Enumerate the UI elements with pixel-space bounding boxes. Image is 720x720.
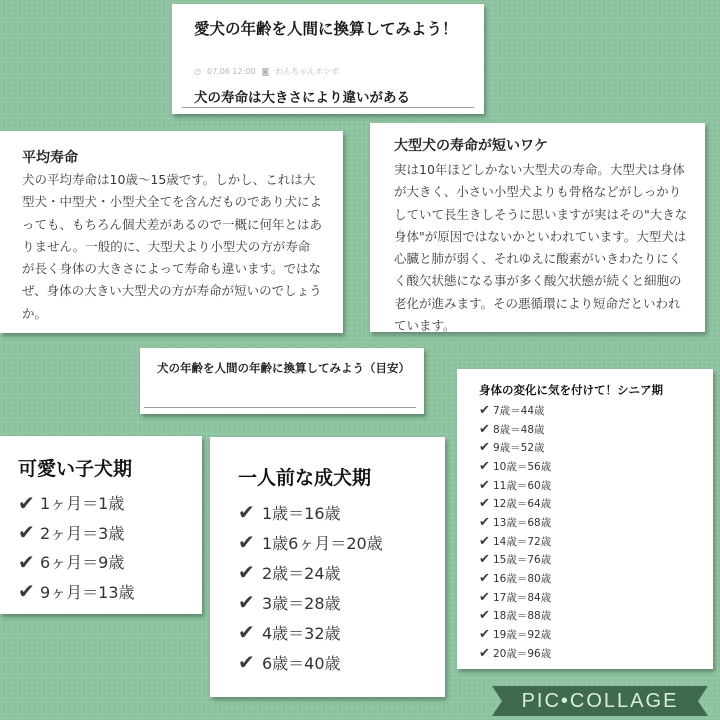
age-pair: 10歳＝56歳 <box>493 460 552 473</box>
age-pair: 11歳＝60歳 <box>493 479 552 492</box>
pic-collage-watermark <box>492 686 708 716</box>
age-pair: 1ヶ月＝1歳 <box>40 494 125 514</box>
age-pair: 6ヶ月＝9歳 <box>40 553 125 573</box>
large-dog-heading: 大型犬の寿命が短いワケ <box>394 138 548 154</box>
check-icon: ✔ <box>479 627 490 643</box>
list-item <box>479 551 551 570</box>
list-item <box>238 587 383 617</box>
camera-icon: ◙ <box>261 67 270 76</box>
divider <box>144 407 416 408</box>
check-icon: ✔ <box>18 549 35 574</box>
list-item <box>479 513 551 532</box>
list-item <box>479 401 551 420</box>
age-pair: 20歳＝96歳 <box>493 647 552 660</box>
check-icon: ✔ <box>238 500 255 524</box>
large-dog-lifespan-card <box>370 123 705 332</box>
list-item <box>18 488 135 518</box>
average-lifespan-heading: 平均寿命 <box>22 150 78 166</box>
adult-stage-title: 一人前な成犬期 <box>238 467 372 489</box>
age-pair: 3歳＝28歳 <box>262 593 341 613</box>
check-icon: ✔ <box>18 490 35 515</box>
age-pair: 1歳＝16歳 <box>262 503 341 523</box>
list-item <box>238 647 383 677</box>
check-icon: ✔ <box>479 571 490 587</box>
check-icon: ✔ <box>479 421 490 437</box>
adult-age-list <box>238 497 383 677</box>
list-item <box>18 518 135 548</box>
check-icon: ✔ <box>479 552 490 568</box>
check-icon: ✔ <box>18 520 35 545</box>
list-item <box>18 547 135 577</box>
average-lifespan-body: 犬の平均寿命は10歳〜15歳です。しかし、これは大型犬・中型犬・小型犬全てを含んだものであり犬によっても、もちろん個犬差があるので一概に何年とはありません。一般的に、大型犬より小型犬の方が寿命が長く身体の大きさによって寿命も違います。ではなぜ、身体の大きい大型犬の方が寿命が短いのでしょうか。 <box>22 172 323 321</box>
adult-stage-card <box>210 437 445 697</box>
list-item <box>479 569 551 588</box>
list-item <box>18 577 135 607</box>
list-item <box>479 438 551 457</box>
check-icon: ✔ <box>238 530 255 554</box>
age-pair: 6歳＝40歳 <box>262 653 341 673</box>
check-icon: ✔ <box>238 650 255 674</box>
check-icon: ✔ <box>479 458 490 474</box>
list-item <box>238 527 383 557</box>
list-item <box>238 557 383 587</box>
watermark-text: PIC•COLLAGE <box>521 690 679 712</box>
senior-stage-card <box>457 369 713 669</box>
age-pair: 16歳＝80歳 <box>493 573 552 586</box>
age-pair: 1歳6ヶ月＝20歳 <box>262 533 383 553</box>
clock-icon: ◷ <box>194 67 201 76</box>
check-icon: ✔ <box>238 560 255 584</box>
list-item <box>479 607 551 626</box>
list-item <box>479 588 551 607</box>
divider <box>182 107 474 108</box>
age-pair: 2ヶ月＝3歳 <box>40 523 125 543</box>
check-icon: ✔ <box>18 579 35 604</box>
list-item <box>479 625 551 644</box>
list-item <box>238 617 383 647</box>
check-icon: ✔ <box>479 589 490 605</box>
check-icon: ✔ <box>479 440 490 456</box>
age-pair: 9歳＝52歳 <box>493 442 545 455</box>
age-conversion-heading: 犬の年齢を人間の年齢に換算してみよう（目安） <box>157 361 410 375</box>
puppy-stage-title: 可愛い子犬期 <box>18 458 133 480</box>
age-pair: 19歳＝92歳 <box>493 629 552 642</box>
check-icon: ✔ <box>479 608 490 624</box>
list-item <box>238 497 383 527</box>
check-icon: ✔ <box>479 533 490 549</box>
article-subtitle: 犬の寿命は大きさにより違いがある <box>194 90 410 106</box>
list-item <box>479 476 551 495</box>
senior-age-list <box>479 401 551 663</box>
check-icon: ✔ <box>238 620 255 644</box>
list-item <box>479 457 551 476</box>
article-title: 愛犬の年齢を人間に換算してみよう！ <box>194 20 458 38</box>
article-header-card <box>172 4 484 114</box>
article-date: 07.06 12:00 <box>206 67 256 76</box>
senior-stage-title: 身体の変化に気を付けて！シニア期 <box>479 383 663 397</box>
average-lifespan-card <box>0 131 343 333</box>
age-pair: 13歳＝68歳 <box>493 516 552 529</box>
age-pair: 18歳＝88歳 <box>493 610 552 623</box>
large-dog-body: 実は10年ほどしかない大型犬の寿命。大型犬は身体が大きく、小さい小型犬よりも骨格などがしっかりしていて長生きしそうに思いますが実はその"大きな身体"が原因ではないかといわれています。大型犬は心臓と肺が弱く、それゆえに酸素がいきわたりにくく酸欠状態になる事が多く酸欠状態が続くと細胞の老化が進みます。その悪循環により短命だといわれています。 <box>394 162 688 334</box>
list-item <box>479 644 551 663</box>
age-conversion-heading-card <box>140 348 424 414</box>
age-pair: 14歳＝72歳 <box>493 535 552 548</box>
article-meta <box>194 66 339 77</box>
age-pair: 4歳＝32歳 <box>262 623 341 643</box>
age-pair: 15歳＝76歳 <box>493 554 552 567</box>
list-item <box>479 494 551 513</box>
check-icon: ✔ <box>479 514 490 530</box>
list-item <box>479 532 551 551</box>
check-icon: ✔ <box>238 590 255 614</box>
check-icon: ✔ <box>479 496 490 512</box>
age-pair: 8歳＝48歳 <box>493 423 545 436</box>
puppy-age-list <box>18 488 135 606</box>
check-icon: ✔ <box>479 645 490 661</box>
age-pair: 9ヶ月＝13歳 <box>40 582 135 602</box>
age-pair: 2歳＝24歳 <box>262 563 341 583</box>
puppy-stage-card <box>0 436 202 614</box>
age-pair: 7歳＝44歳 <box>493 404 545 417</box>
check-icon: ✔ <box>479 477 490 493</box>
age-pair: 12歳＝64歳 <box>493 498 552 511</box>
age-pair: 17歳＝84歳 <box>493 591 552 604</box>
check-icon: ✔ <box>479 402 490 418</box>
list-item <box>479 420 551 439</box>
article-author: わんちゃんホンポ <box>275 67 340 76</box>
